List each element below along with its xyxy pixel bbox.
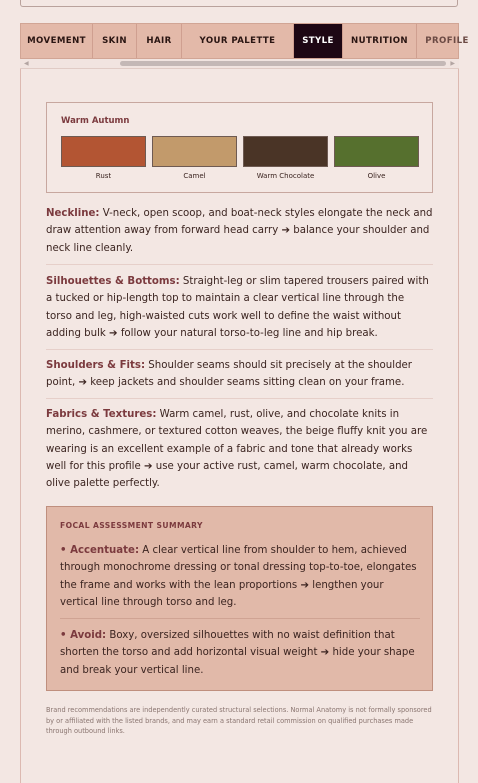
focal-assessment-summary [46, 506, 433, 691]
summary-divider [60, 618, 420, 619]
divider [46, 398, 433, 399]
accentuate-item [60, 542, 420, 611]
section-heading: Shoulders & Fits: [46, 360, 146, 371]
scroll-right-arrow-icon[interactable]: ▶ [450, 60, 455, 67]
avoid-label: Avoid: [70, 630, 107, 641]
tab-movement[interactable]: MOVEMENT [21, 24, 93, 58]
divider [46, 264, 433, 265]
palette-title: Warm Autumn [61, 116, 130, 126]
section-text: Warm camel, rust, olive, and chocolate knits in merino, cashmere, or textured cotton weaves, the beige fluffy knit you are wearing is an excellent example of a fabric and tone that already works well for this profile ➔ use your active rust, camel, warm chocolate, and olive palette perfectly. [46, 409, 428, 490]
fabrics-section [46, 406, 433, 492]
palette-card [46, 102, 433, 193]
section-heading: Fabrics & Textures: [46, 409, 157, 420]
tab-nutrition[interactable]: NUTRITION [343, 24, 417, 58]
tab-skin[interactable]: SKIN [93, 24, 137, 58]
disclaimer-text: Brand recommendations are independently curated structural selections. Normal Anatomy is not formally sponsored by or affiliated with the listed brands, and may earn a standard retail commission on qualified purchases made through outbound links. [46, 706, 432, 736]
swatch-label: Warm Chocolate [256, 172, 315, 180]
accentuate-text: A clear vertical line from shoulder to hem, achieved through monochrome dressing or tonal dressing top-to-toe, elongates the frame and works with the lean proportions ➔ lengthen your vertical line through torso and leg. [60, 545, 417, 608]
shoulders-section [46, 357, 433, 392]
tab-your-palette[interactable]: YOUR PALETTE [182, 24, 294, 58]
swatch-label: Rust [95, 172, 112, 180]
swatch-item [61, 136, 146, 180]
section-heading: Neckline: [46, 208, 100, 219]
swatch-olive [334, 136, 419, 167]
divider [46, 349, 433, 350]
bullet-icon: • [60, 545, 71, 556]
section-text: V-neck, open scoop, and boat-neck styles elongate the neck and draw attention away from forward head carry ➔ balance your shoulder and neck line cleanly. [46, 208, 433, 254]
swatch-item [243, 136, 328, 180]
silhouettes-section [46, 273, 433, 342]
scroll-left-arrow-icon[interactable]: ◀ [24, 60, 29, 67]
swatch-label: Olive [367, 172, 386, 180]
tab-bar [20, 23, 469, 59]
neckline-section [46, 205, 433, 257]
accentuate-label: Accentuate: [70, 545, 140, 556]
avoid-text: Boxy, oversized silhouettes with no waist definition that shorten the torso and add horizontal visual weight ➔ hide your shape and break your vertical line. [60, 630, 415, 676]
swatch-row [61, 136, 419, 180]
tab-profile[interactable]: PROFILE [425, 36, 469, 46]
swatch-label: Camel [183, 172, 206, 180]
swatch-camel [152, 136, 237, 167]
swatch-warm-chocolate [243, 136, 328, 167]
section-text: Straight-leg or slim tapered trousers paired with a tucked or hip-length top to maintain a clear vertical line through the torso and leg, high-waisted cuts work well to define the waist without adding bulk ➔ follow your natural torso-to-leg line and hip break. [46, 276, 429, 339]
tab-scrollbar[interactable] [20, 59, 459, 69]
section-text: Shoulder seams should sit precisely at the shoulder point, ➔ keep jackets and shoulder seams sitting clean on your frame. [46, 360, 412, 389]
scrollbar-thumb[interactable] [120, 61, 446, 66]
swatch-rust [61, 136, 146, 167]
swatch-item [334, 136, 419, 180]
bullet-icon: • [60, 630, 71, 641]
swatch-item [152, 136, 237, 180]
section-heading: Silhouettes & Bottoms: [46, 276, 180, 287]
previous-card-edge [20, 0, 458, 7]
summary-title: FOCAL ASSESSMENT SUMMARY [60, 521, 203, 530]
tab-hair[interactable]: HAIR [137, 24, 182, 58]
tab-style[interactable]: STYLE [294, 24, 343, 58]
avoid-item [60, 627, 420, 679]
